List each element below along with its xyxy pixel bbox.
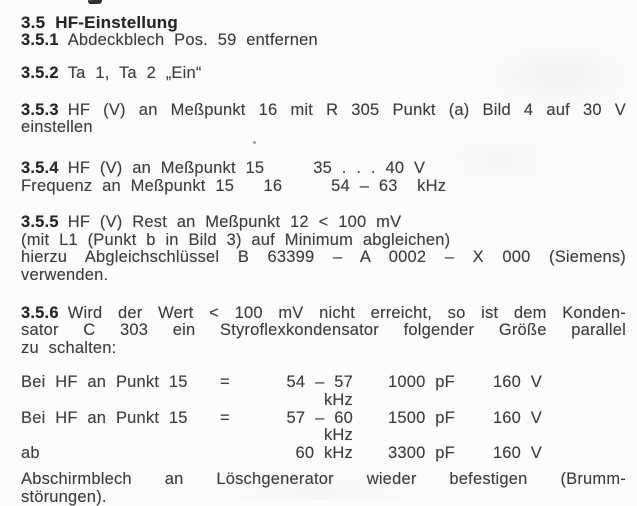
frequency-range: 60 kHz xyxy=(295,443,353,462)
capacitance-value: 3300 pF xyxy=(388,443,455,462)
equals-sign: = xyxy=(220,408,230,427)
step-line xyxy=(21,160,637,178)
step-text: Abdeckblech Pos. 59 entfernen xyxy=(67,30,318,49)
step-3-5-4 xyxy=(21,160,637,195)
capacitance-value: 1500 pF xyxy=(388,408,455,427)
step-number: 3.5.6 xyxy=(21,303,59,322)
section-title: HF-Einstellung xyxy=(55,13,178,32)
row-label: Bei HF an Punkt 15 xyxy=(21,408,188,427)
step-line xyxy=(21,305,626,323)
step-line xyxy=(21,340,637,358)
step-number: 3.5.3 xyxy=(21,100,59,119)
step-3-5-6 xyxy=(21,305,637,358)
table-row xyxy=(21,374,637,409)
note-line xyxy=(21,489,637,506)
table-row xyxy=(21,410,637,445)
step-number: 3.5.5 xyxy=(21,213,59,232)
step-3-5-1 xyxy=(21,32,637,50)
capacitor-table xyxy=(21,374,637,462)
equals-sign: = xyxy=(220,373,230,392)
step-text: HF (V) an Meßpunkt 15 35 . . . 40 V xyxy=(67,158,426,177)
step-3-5-3 xyxy=(21,102,637,137)
step-text: einstellen xyxy=(21,118,93,137)
step-line xyxy=(21,178,637,196)
step-number: 3.5.4 xyxy=(21,158,59,177)
voltage-rating: 160 V xyxy=(492,408,542,427)
step-line xyxy=(21,214,637,232)
step-line xyxy=(21,232,637,250)
voltage-rating: 160 V xyxy=(492,373,542,392)
scan-artifact-dot xyxy=(253,141,256,144)
table-row xyxy=(21,445,637,463)
step-line xyxy=(21,119,637,137)
step-text: (mit L1 (Punkt b in Bild 3) auf Minimum abgleichen) xyxy=(21,230,451,249)
scan-artifact-top xyxy=(88,0,102,4)
voltage-rating: 160 V xyxy=(492,443,542,462)
step-line xyxy=(21,249,626,267)
row-label: Bei HF an Punkt 15 xyxy=(21,373,188,392)
step-text: Ta 1, Ta 2 „Ein“ xyxy=(67,64,202,83)
step-3-5-5 xyxy=(21,214,637,284)
step-text: HF (V) Rest an Meßpunkt 12 < 100 mV xyxy=(67,213,402,232)
step-line xyxy=(21,322,626,340)
closing-note xyxy=(21,471,637,506)
step-text: sator C 303 ein Styroflexkondensator folgender Größe parallel xyxy=(21,321,626,340)
note-text: störungen). xyxy=(21,487,107,506)
frequency-range: 54 – 57 kHz xyxy=(286,373,353,409)
capacitance-value: 1000 pF xyxy=(388,373,455,392)
step-text: zu schalten: xyxy=(21,338,117,357)
step-text: Wird der Wert < 100 mV nicht erreicht, so ist dem Konden- xyxy=(67,303,626,322)
frequency-range: 57 – 60 kHz xyxy=(286,408,353,445)
section-heading xyxy=(21,14,637,32)
section-number: 3.5 xyxy=(21,13,46,32)
step-line xyxy=(21,102,626,120)
note-text: Abschirmblech an Löschgenerator wieder befestigen (Brumm- xyxy=(21,470,626,489)
row-label: ab xyxy=(21,443,40,462)
step-text: verwenden. xyxy=(21,265,109,284)
step-text: Frequenz an Meßpunkt 15 16 54 – 63 kHz xyxy=(21,176,447,195)
step-line xyxy=(21,267,637,285)
step-text: hierzu Abgleichschlüssel B 63399 – A 0002 – X 000 (Siemens) xyxy=(21,248,626,267)
step-3-5-2 xyxy=(21,65,637,83)
step-number: 3.5.2 xyxy=(21,64,59,83)
note-line xyxy=(21,471,626,489)
step-number: 3.5.1 xyxy=(21,30,59,49)
step-text: HF (V) an Meßpunkt 16 mit R 305 Punkt (a) Bild 4 auf 30 V xyxy=(67,100,626,119)
